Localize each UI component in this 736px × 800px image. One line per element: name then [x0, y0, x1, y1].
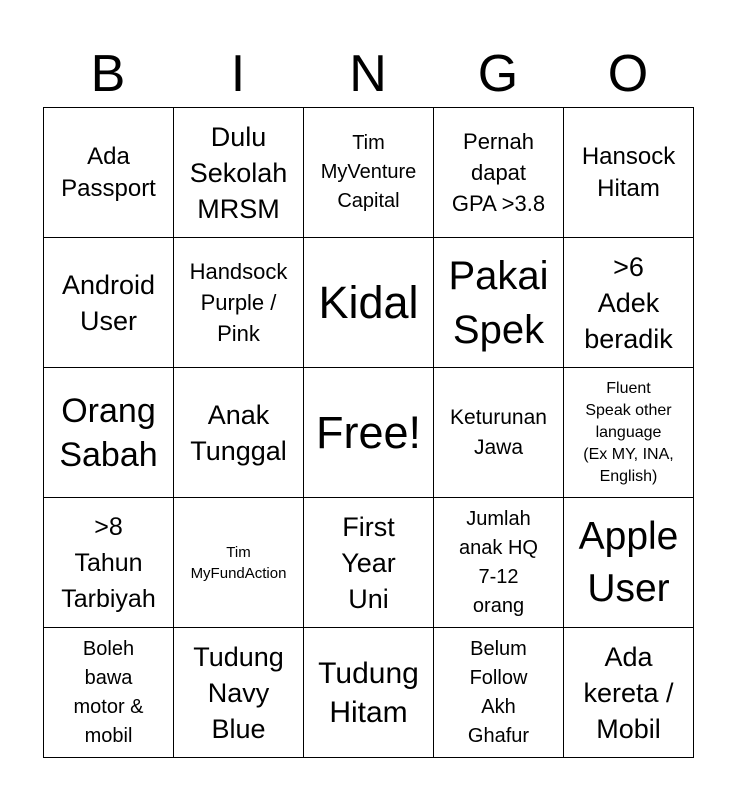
bingo-board: [43, 107, 694, 758]
bingo-cell-r2c1[interactable]: [44, 238, 174, 368]
cell-text: Ada kereta / Mobil: [583, 641, 674, 744]
bingo-cell-r3c4[interactable]: [434, 368, 564, 498]
cell-text: Anak Tunggal: [190, 399, 287, 466]
bingo-cell-r5c1[interactable]: [44, 628, 174, 758]
cell-text: Android User: [61, 269, 156, 336]
bingo-cell-r3c5[interactable]: [564, 368, 694, 498]
cell-text: Tim MyFundAction: [190, 543, 287, 582]
header-letter-b: B: [90, 45, 126, 103]
cell-text: Orang Sabah: [59, 391, 158, 474]
cell-text: Tudung Navy Blue: [193, 641, 284, 744]
bingo-cell-r1c2[interactable]: [174, 108, 304, 238]
bingo-cell-free[interactable]: [304, 368, 434, 498]
bingo-cell-r4c5[interactable]: [564, 498, 694, 628]
cell-text: Keturunan Jawa: [450, 405, 547, 459]
bingo-cell-r1c4[interactable]: [434, 108, 564, 238]
bingo-cell-r4c2[interactable]: [174, 498, 304, 628]
cell-text: Handsock Purple / Pink: [189, 259, 288, 346]
bingo-cell-r2c5[interactable]: [564, 238, 694, 368]
header-letter-i: I: [230, 45, 246, 103]
bingo-cell-r5c5[interactable]: [564, 628, 694, 758]
bingo-cell-r1c1[interactable]: [44, 108, 174, 238]
bingo-cell-r5c3[interactable]: [304, 628, 434, 758]
cell-text: Boleh bawa motor & mobil: [73, 637, 144, 747]
cell-text: Ada Passport: [61, 142, 156, 202]
bingo-cell-r1c5[interactable]: [564, 108, 694, 238]
bingo-cell-r2c4[interactable]: [434, 238, 564, 368]
bingo-cell-r4c4[interactable]: [434, 498, 564, 628]
cell-text: Pernah dapat GPA >3.8: [451, 129, 546, 216]
cell-text: Hansock Hitam: [581, 142, 676, 202]
cell-text: Jumlah anak HQ 7-12 orang: [459, 507, 538, 617]
bingo-cell-r3c2[interactable]: [174, 368, 304, 498]
bingo-cell-r1c3[interactable]: [304, 108, 434, 238]
cell-text: Fluent Speak other language (Ex MY, INA, English): [583, 379, 674, 485]
header-letter-n: N: [349, 45, 387, 103]
bingo-cell-r4c3[interactable]: [304, 498, 434, 628]
cell-text: >6 Adek beradik: [584, 251, 673, 354]
free-space-label: Free!: [315, 406, 422, 458]
cell-text: Belum Follow Akh Ghafur: [467, 637, 530, 747]
cell-text: Pakai Spek: [448, 253, 549, 352]
header-letter-o: O: [607, 45, 649, 103]
cell-text: >8 Tahun Tarbiyah: [61, 512, 156, 613]
cell-text: Tim MyVenture Capital: [320, 132, 417, 212]
header-letter-g: G: [477, 45, 519, 103]
bingo-cell-r4c1[interactable]: [44, 498, 174, 628]
bingo-header: [43, 40, 693, 108]
cell-text: First Year Uni: [341, 511, 396, 614]
bingo-cell-r2c3[interactable]: [304, 238, 434, 368]
cell-text: Apple User: [578, 514, 679, 610]
cell-text: Kidal: [318, 276, 419, 328]
cell-text: Tudung Hitam: [318, 656, 419, 729]
bingo-cell-r5c4[interactable]: [434, 628, 564, 758]
bingo-cell-r2c2[interactable]: [174, 238, 304, 368]
bingo-cell-r3c1[interactable]: [44, 368, 174, 498]
bingo-cell-r5c2[interactable]: [174, 628, 304, 758]
cell-text: Dulu Sekolah MRSM: [189, 121, 288, 224]
